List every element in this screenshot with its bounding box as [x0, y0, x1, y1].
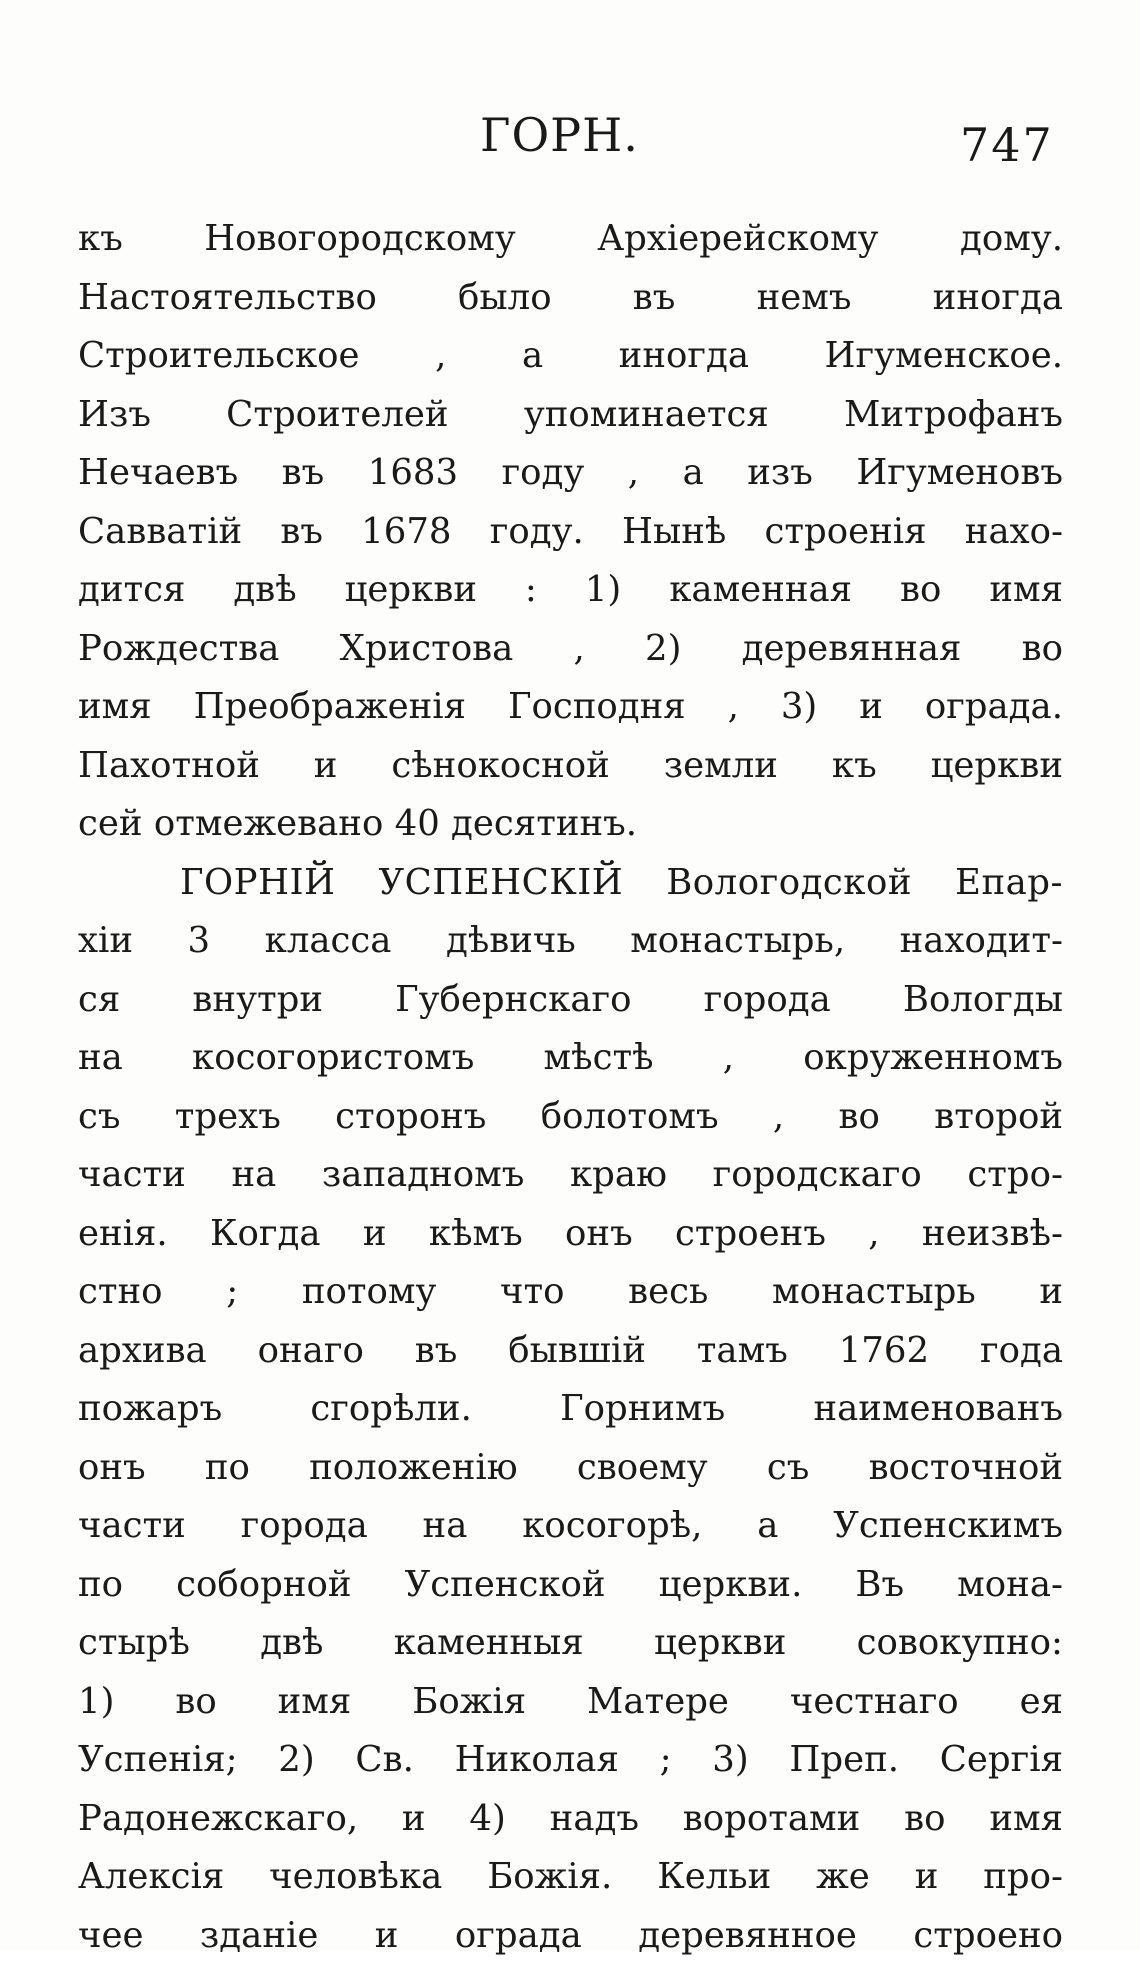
text-line: онъ по положенію своему съ восточной — [78, 1439, 1063, 1498]
text-line: Радонежскаго, и 4) надъ воротами во имя — [78, 1790, 1063, 1849]
running-header-title: ГОРН. — [480, 108, 639, 162]
text-line: ся внутри Губернскаго города Вологды — [78, 971, 1063, 1030]
text-line: дится двѣ церкви : 1) каменная во имя — [78, 561, 1063, 620]
entry-heading-line: ГОРНІЙ УСПЕНСКІЙ Вологодской Епар- — [78, 854, 1063, 913]
text-line: Пахотной и сѣнокосной земли къ церкви — [78, 737, 1063, 796]
text-line: Строительское , а иногда Игуменское. — [78, 327, 1063, 386]
text-line: съ трехъ сторонъ болотомъ , во второй — [78, 1088, 1063, 1147]
text-line: на косогористомъ мѣстѣ , окруженномъ — [78, 1029, 1063, 1088]
text-line: части на западномъ краю городскаго стро- — [78, 1146, 1063, 1205]
text-line: Савватій въ 1678 году. Нынѣ строенія нахо- — [78, 503, 1063, 562]
text-line: чее зданіе и ограда деревянное строено — [78, 1907, 1063, 1965]
text-line: Рождества Христова , 2) деревянная во — [78, 620, 1063, 679]
text-line: части города на косогорѣ, а Успенскимъ — [78, 1497, 1063, 1556]
text-line: имя Преображенія Господня , 3) и ограда. — [78, 678, 1063, 737]
text-line: по соборной Успенской церкви. Въ мона- — [78, 1556, 1063, 1615]
text-line: архива онаго въ бывшій тамъ 1762 года — [78, 1322, 1063, 1381]
text-line: Настоятельство было въ немъ иногда — [78, 269, 1063, 328]
text-line: Нечаевъ въ 1683 году , а изъ Игуменовъ — [78, 444, 1063, 503]
body-text — [78, 210, 1063, 1965]
text-line: Успенія; 2) Св. Николая ; 3) Преп. Сергія — [78, 1731, 1063, 1790]
text-line: Алексія человѣка Божія. Кельи же и про- — [78, 1848, 1063, 1907]
page-number: 747 — [960, 118, 1054, 172]
text-line: пожаръ сгорѣли. Горнимъ наименованъ — [78, 1380, 1063, 1439]
text-line: енія. Когда и кѣмъ онъ строенъ , неизвѣ- — [78, 1205, 1063, 1264]
text-line: Изъ Строителей упоминается Митрофанъ — [78, 386, 1063, 445]
text-line: сей отмежевано 40 десятинъ. — [78, 795, 1063, 854]
text-line: къ Новогородскому Архіерейскому дому. — [78, 210, 1063, 269]
text-line: 1) во имя Божія Матере честнаго ея — [78, 1673, 1063, 1732]
text-line: стырѣ двѣ каменныя церкви совокупно: — [78, 1614, 1063, 1673]
text-line: стно ; потому что весь монастырь и — [78, 1263, 1063, 1322]
text-line: хіи 3 класса дѣвичь монастырь, находит- — [78, 912, 1063, 971]
